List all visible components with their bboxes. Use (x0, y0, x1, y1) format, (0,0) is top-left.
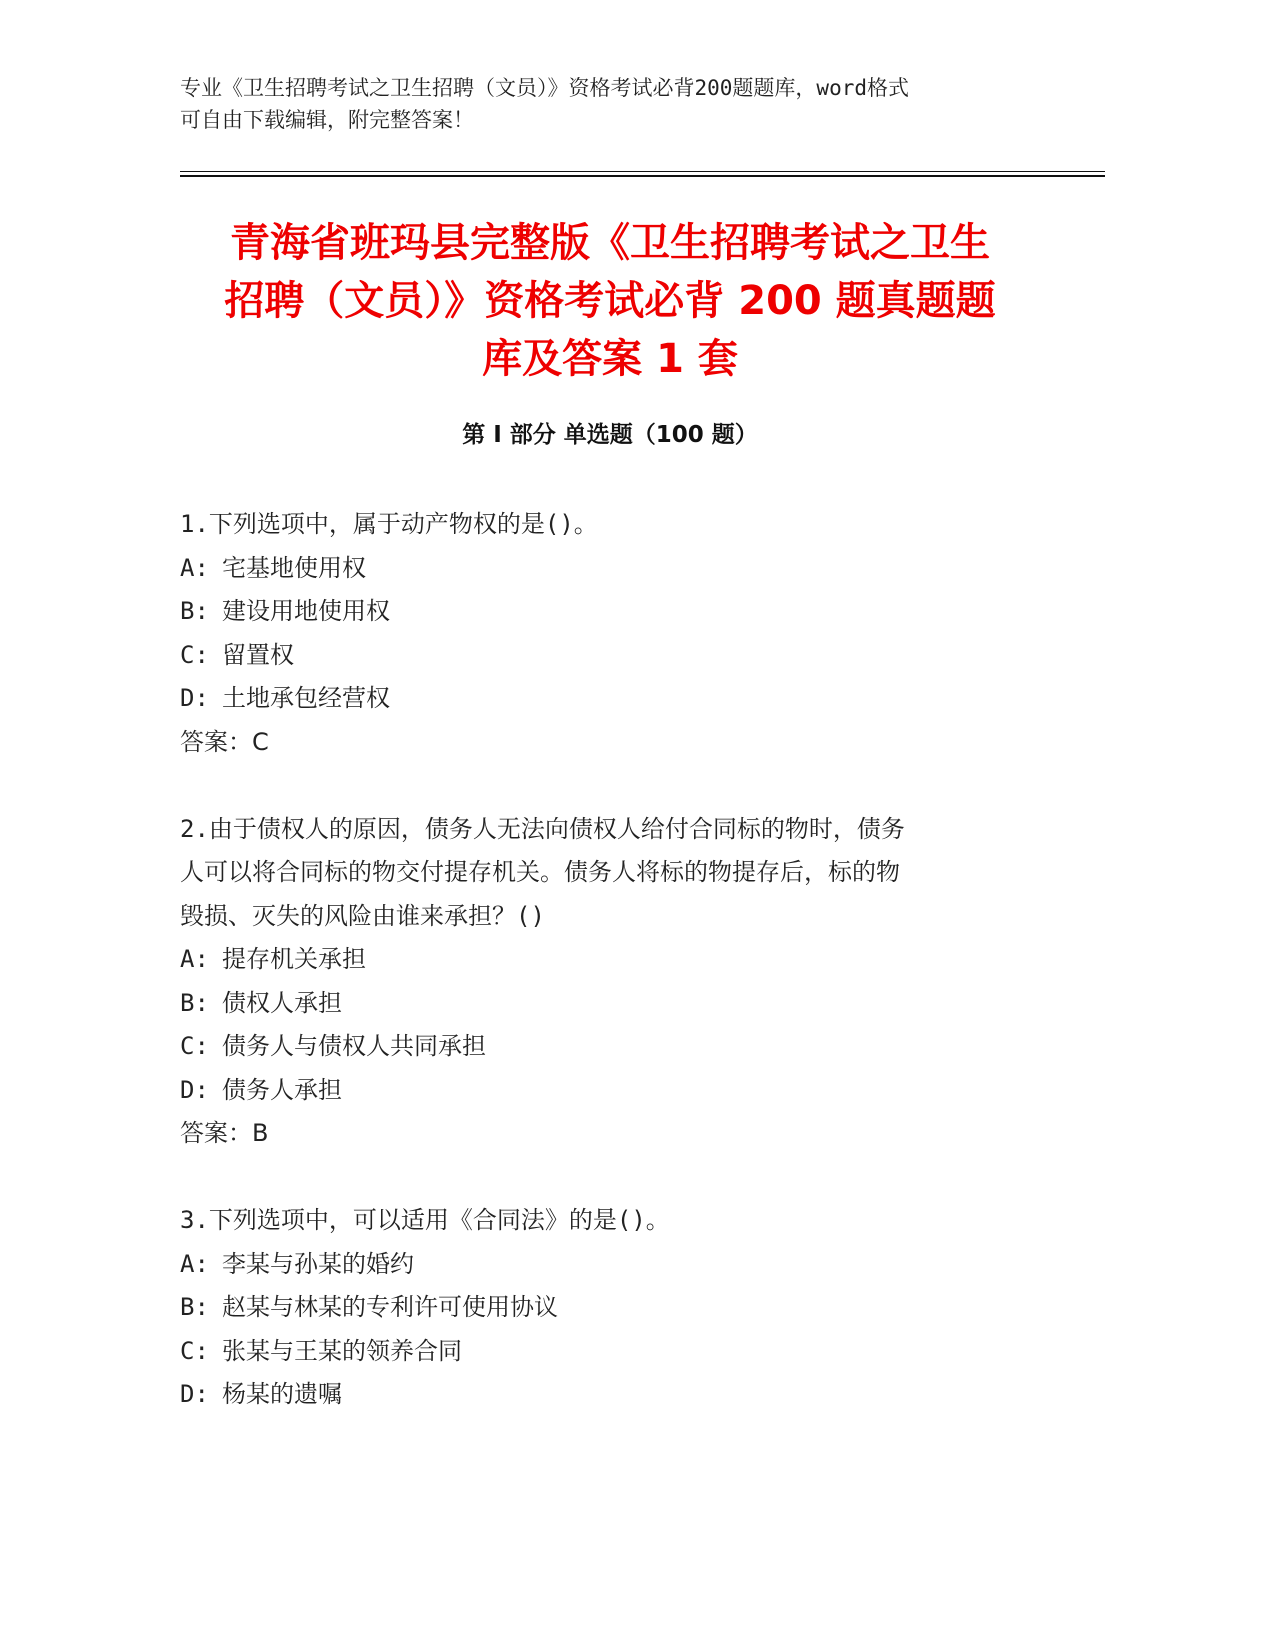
section-heading: 第 I 部分 单选题（100 题） (462, 422, 758, 448)
option-b (180, 982, 1040, 1026)
header-note-line-2: 可自由下载编辑，附完整答案！ (180, 108, 474, 132)
option-text: 土地承包经营权 (222, 684, 390, 712)
option-text: 债务人与债权人共同承担 (222, 1032, 486, 1060)
option-letter: C: (180, 1336, 209, 1365)
option-text: 赵某与林某的专利许可使用协议 (222, 1293, 558, 1321)
option-b (180, 590, 1040, 634)
option-a (180, 1243, 1040, 1287)
option-d (180, 1373, 1040, 1417)
option-letter: C: (180, 1032, 209, 1060)
question-stem: 3.下列选项中，可以适用《合同法》的是()。 (180, 1206, 670, 1234)
option-c (180, 1025, 1040, 1069)
option-letter: C: (180, 640, 209, 669)
option-letter: A: (180, 553, 209, 582)
answer: 答案：C (180, 727, 269, 756)
option-text: 宅基地使用权 (222, 553, 366, 582)
option-text: 建设用地使用权 (222, 597, 390, 625)
header-divider-thick (180, 175, 1105, 177)
option-c (180, 1330, 1040, 1374)
question-stem: 1.下列选项中，属于动产物权的是()。 (180, 510, 598, 538)
question-stem-line-3: 毁损、灭失的风险由谁来承担？() (180, 901, 545, 930)
option-d (180, 1069, 1040, 1113)
header-note-line-1: 专业《卫生招聘考试之卫生招聘（文员）》资格考试必背200题题库，word格式 (180, 76, 909, 100)
option-b (180, 1286, 1040, 1330)
option-a (180, 547, 1040, 591)
option-letter: B: (180, 1293, 209, 1321)
question-stem-line-2: 人可以将合同标的物交付提存机关。债务人将标的物提存后，标的物 (180, 858, 900, 886)
document-title (180, 214, 1040, 388)
option-letter: D: (180, 1380, 209, 1408)
option-letter: A: (180, 945, 209, 973)
document-title-line-3: 库及答案 1 套 (482, 336, 738, 382)
answer: 答案：B (180, 1119, 269, 1147)
question-2 (180, 808, 1040, 1156)
option-c (180, 634, 1040, 678)
option-text: 留置权 (222, 640, 294, 669)
option-letter: D: (180, 1075, 209, 1104)
option-letter: B: (180, 597, 209, 625)
option-letter: D: (180, 684, 209, 712)
option-d (180, 677, 1040, 721)
document-title-line-1: 青海省班玛县完整版《卫生招聘考试之卫生 (230, 220, 990, 266)
option-text: 李某与孙某的婚约 (222, 1249, 414, 1278)
question-1 (180, 503, 1040, 764)
option-text: 提存机关承担 (222, 945, 366, 973)
question-3 (180, 1199, 1040, 1417)
question-stem-line-1: 2.由于债权人的原因，债务人无法向债权人给付合同标的物时，债务 (180, 814, 905, 843)
question-list (180, 503, 1040, 1460)
option-a (180, 938, 1040, 982)
option-text: 杨某的遗嘱 (222, 1380, 342, 1408)
option-letter: A: (180, 1249, 209, 1278)
option-letter: B: (180, 988, 209, 1017)
header-note (180, 72, 1040, 136)
header-divider-thin (180, 171, 1105, 172)
option-text: 张某与王某的领养合同 (222, 1336, 462, 1365)
option-text: 债权人承担 (222, 988, 342, 1017)
document-title-line-2: 招聘（文员）》资格考试必背 200 题真题题 (224, 278, 996, 324)
option-text: 债务人承担 (222, 1075, 342, 1104)
